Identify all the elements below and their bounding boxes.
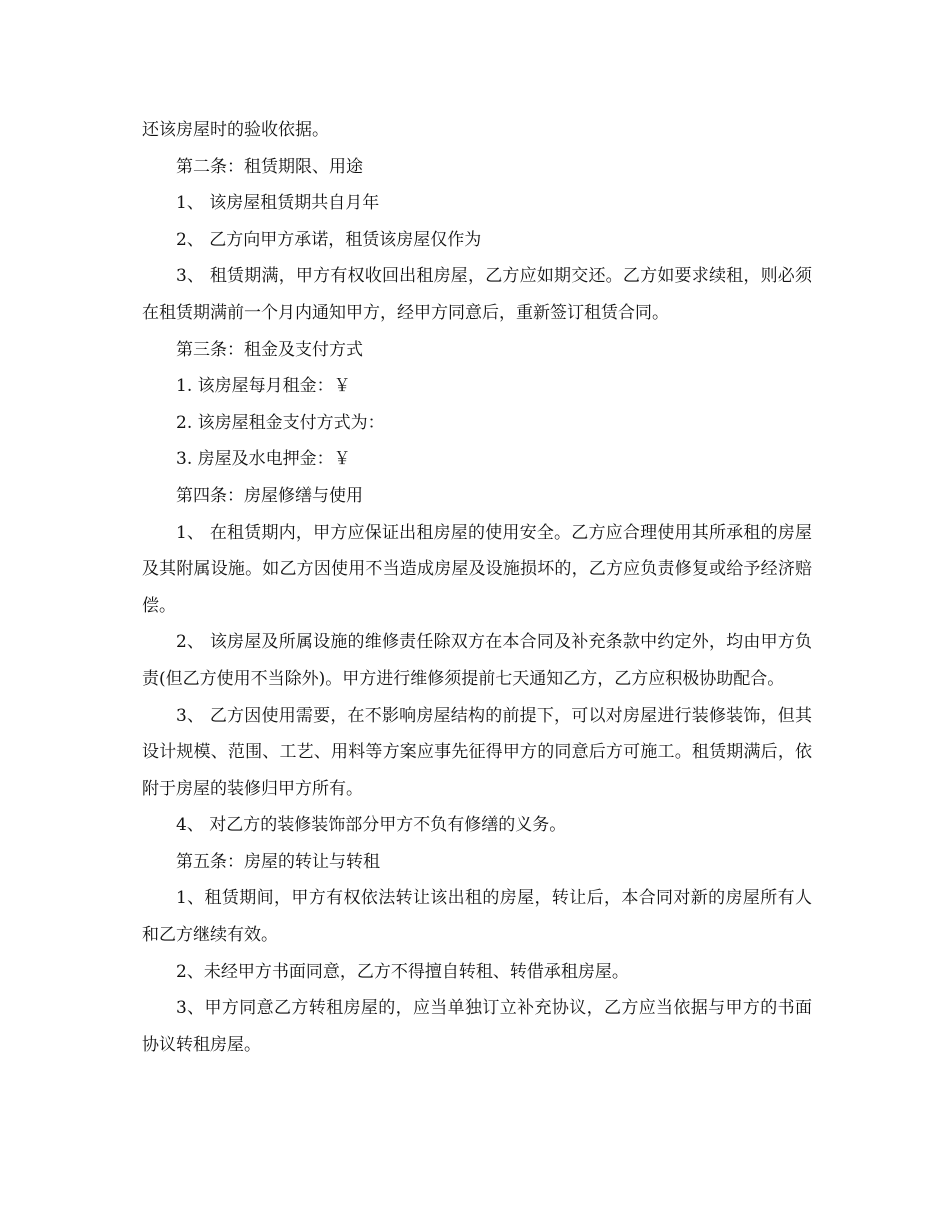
article-2-clause-1: 1、 该房屋租赁期共自月年 [176,193,380,214]
article-4-heading: 第四条：房屋修缮与使用 [176,485,363,506]
article-2-clause-3: 3、 租赁期满，甲方有权收回出租房屋，乙方应如期交还。乙方如要求续租，则必须在租赁期满前一个月内通知甲方，经甲方同意后，重新签订租赁合同。 [142,266,812,323]
article-3-clause-2: 2. 该房屋租金支付方式为： [176,412,385,433]
article-4-clause-3: 3、 乙方因使用需要，在不影响房屋结构的前提下，可以对房屋进行装修装饰，但其设计规模、范围、工艺、用料等方案应事先征得甲方的同意后方可施工。租赁期满后，依附于房屋的装修归甲方所有。 [142,705,812,799]
article-3-clause-1: 1. 该房屋每月租金：￥ [176,376,351,397]
article-5-heading: 第五条：房屋的转让与转租 [176,851,380,872]
paragraph-continuation: 还该房屋时的验收依据。 [142,120,329,140]
article-2-heading: 第二条：租赁期限、用途 [176,156,363,177]
document-page [142,112,812,1063]
article-5-clause-3: 3、甲方同意乙方转租房屋的，应当单独订立补充协议，乙方应当依据与甲方的书面协议转租房屋。 [142,998,812,1055]
article-5-clause-1: 1、租赁期间，甲方有权依法转让该出租的房屋，转让后，本合同对新的房屋所有人和乙方继续有效。 [142,888,812,946]
article-4-clause-2: 2、 该房屋及所属设施的维修责任除双方在本合同及补充条款中约定外，均由甲方负责(但乙方使用不当除外)。甲方进行维修须提前七天通知乙方，乙方应积极协助配合。 [142,632,812,689]
article-3-heading: 第三条：租金及支付方式 [176,339,363,360]
article-2-clause-2: 2、 乙方向甲方承诺，租赁该房屋仅作为 [176,229,482,250]
article-4-clause-4: 4、 对乙方的装修装饰部分甲方不负有修缮的义务。 [176,815,567,836]
article-4-clause-1: 1、 在租赁期内，甲方应保证出租房屋的使用安全。乙方应合理使用其所承租的房屋及其附属设施。如乙方因使用不当造成房屋及设施损坏的，乙方应负责修复或给予经济赔偿。 [142,522,812,616]
article-3-clause-3: 3. 房屋及水电押金：￥ [176,449,351,470]
article-5-clause-2: 2、未经甲方书面同意，乙方不得擅自转租、转借承租房屋。 [176,961,629,982]
